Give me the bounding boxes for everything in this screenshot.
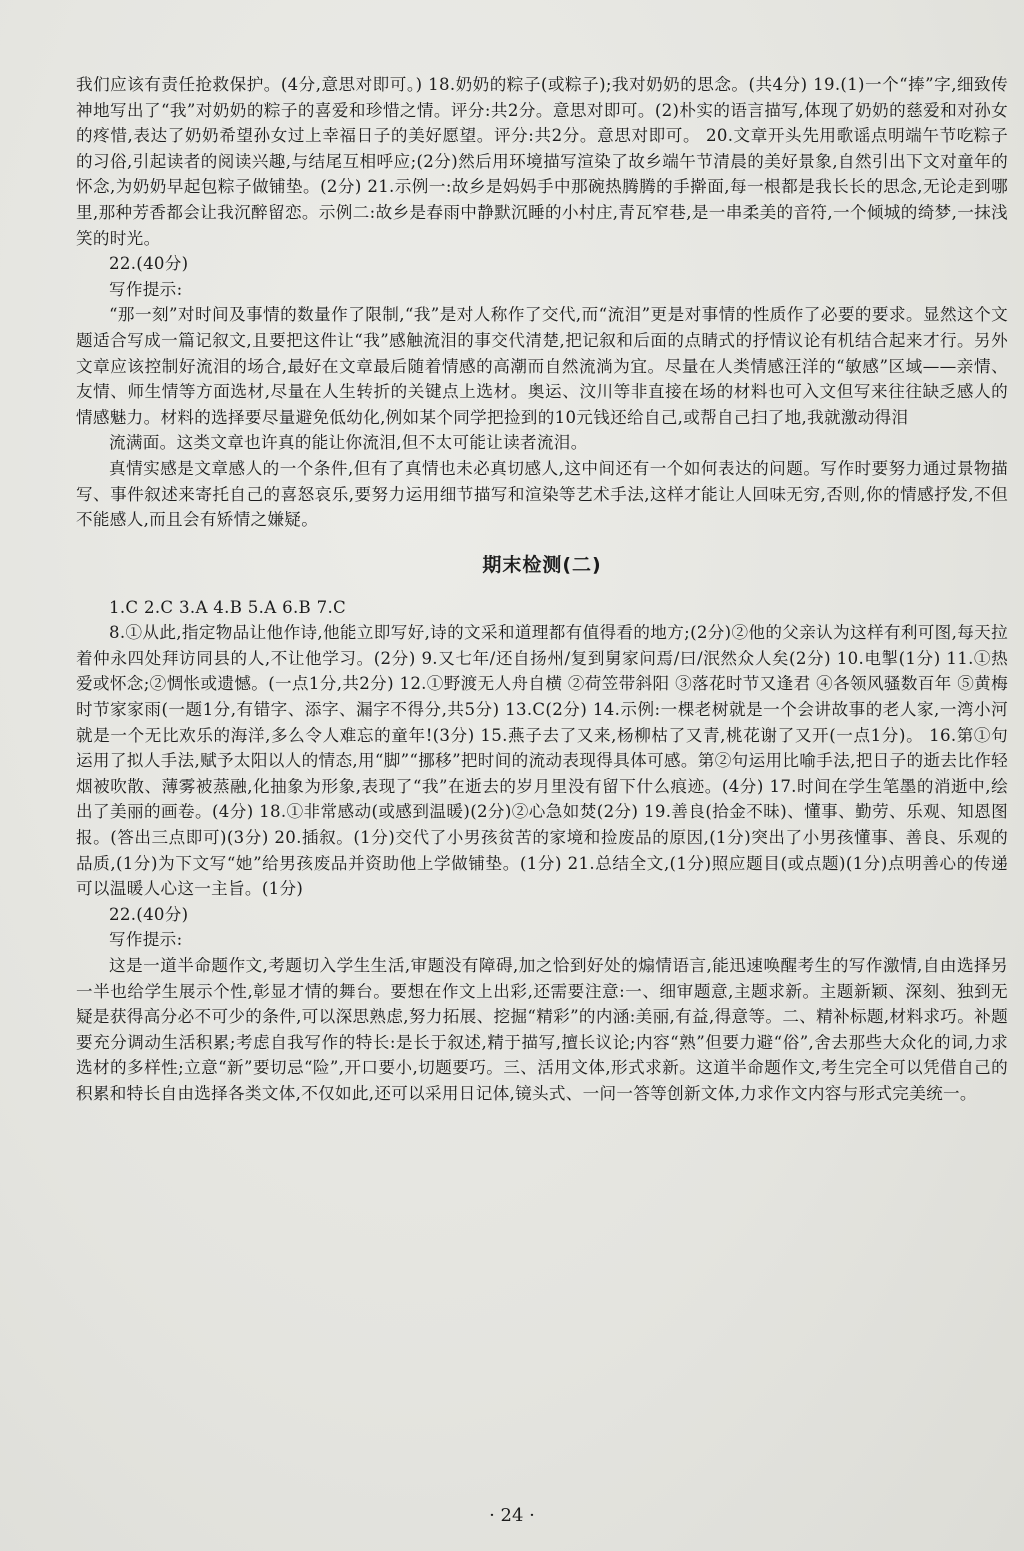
- answer-paragraph: 8.①从此,指定物品让他作诗,他能立即写好,诗的文采和道理都有值得看的地方;(2分)②他的父亲认为这样有利可图,每天拉着仲永四处拜访同县的人,不让他学习。(2分) 9.又七年/还自扬州/复到舅家问焉/曰/泯然众人矣(2分) 10.电掣(1分) 11.①热爱或怀念;②惆怅或遗憾。(一点1分,共2分) 12.①野渡无人舟自横 ②荷笠带斜阳 ③落花时节又逢君 ④各领风骚数百年 ⑤黄梅时节家家雨(一题1分,有错字、添字、漏字不得分,共5分) 13.C(2分) 14.示例:一棵老树就是一个会讲故事的老人家,一湾小河就是一个无比欢乐的海洋,多么令人难忘的童年!(3分) 15.燕子去了又来,杨柳枯了又青,桃花谢了又开(一点1分)。 16.第①句运用了拟人手法,赋予太阳以人的情态,用“脚”“挪移”把时间的流动表现得具体可感。第②句运用比喻手法,把日子的逝去比作轻烟被吹散、薄雾被蒸融,化抽象为形象,表现了“我”在逝去的岁月里没有留下什么痕迹。(4分) 17.时间在学生笔墨的消逝中,绘出了美丽的画卷。(4分) 18.①非常感动(或感到温暖)(2分)②心急如焚(2分) 19.善良(拾金不昧)、懂事、勤劳、乐观、知恩图报。(答出三点即可)(3分) 20.插叙。(1分)交代了小男孩贫苦的家境和捡废品的原因,(1分)突出了小男孩懂事、善良、乐观的品质,(1分)为下文写“她”给男孩废品并资助他上学做铺垫。(1分) 21.总结全文,(1分)照应题目(或点题)(1分)点明善心的传递可以温暖人心这一主旨。(1分): [76, 623, 1008, 899]
- question-22-label: 22.(40分): [109, 904, 189, 924]
- writing-hint-label: 写作提示:: [109, 279, 183, 299]
- writing-hint-paragraph: “那一刻”对时间及事情的数量作了限制,“我”是对人称作了交代,而“流泪”更是对事情的性质作了必要的要求。显然这个文题适合写成一篇记叙文,且要把这件让“我”感触流泪的事交代清楚,把记叙和后面的点睛式的抒情议论有机结合起来才行。另外文章应该控制好流泪的场合,最好在文章最后随着情感的高潮而自然流淌为宜。尽量在人类情感汪洋的“敏感”区域——亲情、友情、师生情等方面选材,尽量在人生转折的关键点上选材。奥运、汶川等非直接在场的材料也可入文但写来往往缺乏感人的情感魅力。材料的选择要尽量避免低幼化,例如某个同学把捡到的10元钱还给自己,或帮自己扫了地,我就激动得泪: [76, 305, 1008, 427]
- section-2: [76, 595, 1008, 1107]
- answer-paragraph: 我们应该有责任抢救保护。(4分,意思对即可。) 18.奶奶的粽子(或粽子);我对奶奶的思念。(共4分) 19.(1)一个“捧”字,细致传神地写出了“我”对奶奶的粽子的喜爱和珍惜之情。评分:共2分。意思对即可。(2)朴实的语言描写,体现了奶奶的慈爱和对孙女的疼惜,表达了奶奶希望孙女过上幸福日子的美好愿望。评分:共2分。意思对即可。 20.文章开头先用歌谣点明端午节吃粽子的习俗,引起读者的阅读兴趣,与结尾互相呼应;(2分)然后用环境描写渲染了故乡端午节清晨的美好景象,自然引出下文对童年的怀念,为奶奶早起包粽子做铺垫。(2分) 21.示例一:故乡是妈妈手中那碗热腾腾的手擀面,每一根都是我长长的思念,无论走到哪里,那种芳香都会让我沉醉留恋。示例二:故乡是春雨中静默沉睡的小村庄,青瓦窄巷,是一串柔美的音符,一个倾城的绮梦,一抹浅笑的时光。: [76, 75, 1008, 248]
- writing-hint-paragraph: 流满面。这类文章也许真的能让你流泪,但不太可能让读者流泪。: [109, 433, 588, 453]
- writing-hint-paragraph: 这是一道半命题作文,考题切入学生生活,审题没有障碍,加之恰到好处的煽情语言,能迅速唤醒考生的写作激情,自由选择另一半也给学生展示个性,彰显才情的舞台。要想在作文上出彩,还需要注意:一、细审题意,主题求新。主题新颖、深刻、独到无疑是获得高分必不可少的条件,可以深思熟虑,努力拓展、挖掘“精彩”的内涵:美丽,有益,得意等。二、精补标题,材料求巧。补题要充分调动生活积累;考虑自我写作的特长:是长于叙述,精于描写,擅长议论;内容“熟”但要力避“俗”,舍去那些大众化的词,力求选材的多样性;立意“新”要切忌“险”,开口要小,切题要巧。三、活用文体,形式求新。这道半命题作文,考生完全可以凭借自己的积累和特长自由选择各类文体,不仅如此,还可以采用日记体,镜头式、一问一答等创新文体,力求作文内容与形式完美统一。: [76, 956, 1008, 1103]
- multiple-choice-answers: 1.C 2.C 3.A 4.B 5.A 6.B 7.C: [109, 597, 347, 617]
- page-number: · 24 ·: [489, 1505, 535, 1526]
- question-22-label: 22.(40分): [109, 254, 189, 274]
- section-1: [76, 72, 1008, 533]
- section-title: 期末检测(二): [482, 553, 602, 576]
- writing-hint-label: 写作提示:: [109, 930, 183, 950]
- writing-hint-paragraph: 真情实感是文章感人的一个条件,但有了真情也未必真切感人,这中间还有一个如何表达的问题。写作时要努力通过景物描写、事件叙述来寄托自己的喜怒哀乐,要努力运用细节描写和渲染等艺术手法,这样才能让人回味无穷,否则,你的情感抒发,不但不能感人,而且会有矫情之嫌疑。: [76, 458, 1008, 530]
